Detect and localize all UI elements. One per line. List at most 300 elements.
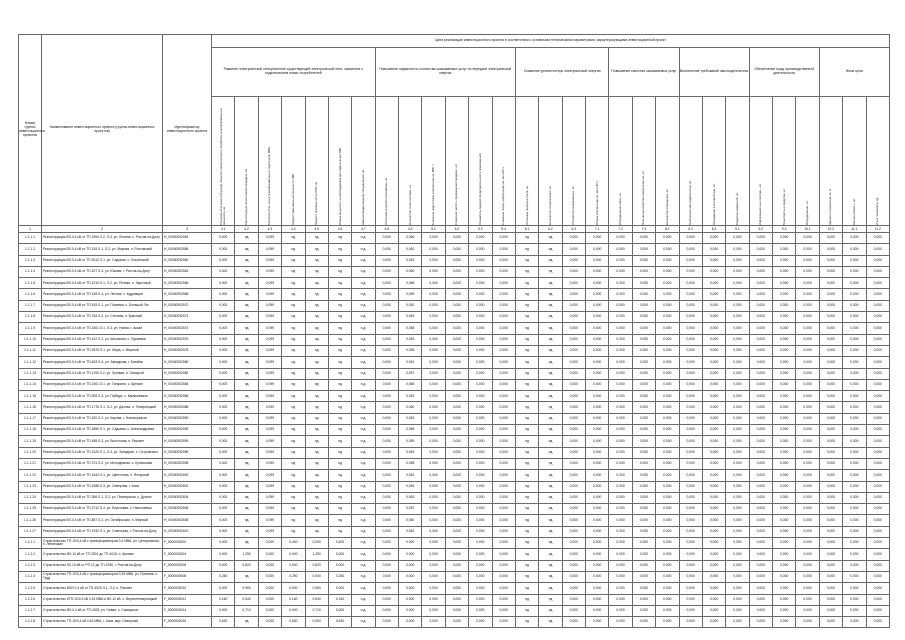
row-value: 0,000 — [726, 492, 749, 503]
table-row — [19, 492, 890, 503]
row-value: 0,000 — [702, 379, 725, 390]
row-value: 0,000 — [445, 233, 468, 244]
row-value: нд — [539, 594, 562, 605]
row-value: 0,000 — [773, 413, 796, 424]
row-value: 0,000 — [796, 458, 819, 469]
row-value: 0,000 — [375, 233, 398, 244]
row-value: 0,000 — [586, 458, 609, 469]
row-value: 0,000 — [773, 323, 796, 334]
row-value: 0,000 — [492, 526, 515, 537]
row-value: 0,000 — [656, 583, 679, 594]
table-row — [19, 470, 890, 481]
row-value: нд — [515, 617, 538, 628]
row-value: 0,000 — [609, 425, 632, 436]
table-row — [19, 334, 890, 345]
column-number: 2 — [42, 226, 163, 233]
row-value: 0,000 — [422, 617, 445, 628]
row-number: 1.1.1.8 — [19, 312, 42, 323]
row-project-id: F_0000000010 — [163, 583, 212, 594]
row-value: нд — [515, 278, 538, 289]
row-value: 0,000 — [773, 605, 796, 616]
row-value: 0,000 — [375, 458, 398, 469]
row-project-id: H_00000052560 — [163, 255, 212, 266]
row-value: н.д. — [352, 379, 375, 390]
row-value: 0,000 — [609, 379, 632, 390]
row-value: 0,000 — [819, 278, 842, 289]
row-value: 0,960 — [305, 583, 328, 594]
row-value: 0,000 — [819, 594, 842, 605]
row-value: 0,000 — [819, 289, 842, 300]
row-value: 0,000 — [866, 425, 890, 436]
row-value: 0,000 — [726, 323, 749, 334]
row-value: нд — [539, 255, 562, 266]
table-row — [19, 538, 890, 549]
row-value: 0,000 — [843, 481, 866, 492]
row-value: 0,000 — [445, 266, 468, 277]
row-value: нд — [539, 368, 562, 379]
row-value: 0,000 — [726, 300, 749, 311]
row-value: 0,000 — [375, 391, 398, 402]
row-number: 1.1.1.1 — [19, 233, 42, 244]
row-value: 0,000 — [586, 312, 609, 323]
row-value: 0,000 — [586, 549, 609, 560]
row-value: 0,066 — [399, 233, 422, 244]
row-value: 0,000 — [469, 481, 492, 492]
row-value: нд — [515, 549, 538, 560]
row-value: 0,000 — [586, 560, 609, 571]
row-value: 0,000 — [469, 549, 492, 560]
header-indicator — [235, 97, 258, 226]
row-value: 0,000 — [679, 255, 702, 266]
row-value: 0,000 — [562, 357, 585, 368]
row-value: нд — [235, 312, 258, 323]
row-value: 0,099 — [258, 357, 281, 368]
row-value: 0,000 — [702, 266, 725, 277]
table-row — [19, 549, 890, 560]
header-indicator — [328, 97, 351, 226]
row-value: 0,000 — [843, 255, 866, 266]
row-value: нд — [235, 515, 258, 526]
row-value: 0,000 — [819, 413, 842, 424]
row-value: 0,000 — [819, 402, 842, 413]
row-value: нд — [305, 334, 328, 345]
row-value: 0,000 — [562, 549, 585, 560]
row-value: 0,000 — [609, 300, 632, 311]
header-project-id: Идентификатор инвестиционного проекта — [163, 35, 212, 226]
row-project-id: F_0000000006 — [163, 560, 212, 571]
row-project-id: H_00000052600 — [163, 470, 212, 481]
row-value: 0,000 — [843, 244, 866, 255]
row-value: 0,000 — [469, 605, 492, 616]
row-value: 0,000 — [632, 425, 655, 436]
row-project-id: H_00000052576 — [163, 334, 212, 345]
row-value: 0,000 — [609, 436, 632, 447]
row-value: 0,000 — [679, 289, 702, 300]
row-value: 0,000 — [866, 402, 890, 413]
row-project-id: H_00000052566 — [163, 278, 212, 289]
row-value: нд — [515, 447, 538, 458]
row-value: 0,000 — [726, 538, 749, 549]
row-value: нд — [539, 334, 562, 345]
row-project-id: H_00000052580 — [163, 357, 212, 368]
row-value: нд — [328, 425, 351, 436]
header-indicator-label: Количество точек поставки, шт. — [407, 184, 412, 225]
row-value: нд — [515, 425, 538, 436]
row-value: 0,000 — [492, 538, 515, 549]
row-value: 0,000 — [656, 538, 679, 549]
row-value: 0,000 — [796, 413, 819, 424]
row-value: 0,000 — [866, 458, 890, 469]
row-value: 0,000 — [866, 289, 890, 300]
row-value: нд — [235, 617, 258, 628]
row-value: 0,000 — [679, 605, 702, 616]
row-value: 0,000 — [796, 470, 819, 481]
row-number: 1.1.1.27 — [19, 526, 42, 537]
row-value: 0,000 — [796, 481, 819, 492]
row-value: 0,000 — [819, 233, 842, 244]
row-value: нд — [235, 447, 258, 458]
row-value: 0,000 — [562, 300, 585, 311]
row-value: 0,000 — [679, 504, 702, 515]
row-value: 0,000 — [866, 345, 890, 356]
row-value: нд — [328, 345, 351, 356]
row-value: 0,000 — [609, 447, 632, 458]
row-value: 0,000 — [562, 312, 585, 323]
row-value: 0,000 — [819, 617, 842, 628]
row-value: 0,000 — [632, 255, 655, 266]
header-indicator — [422, 97, 445, 226]
row-value: 0,000 — [258, 605, 281, 616]
row-value: нд — [282, 323, 305, 334]
row-value: 0,000 — [422, 605, 445, 616]
row-value: 0,000 — [562, 266, 585, 277]
row-value: 0,000 — [586, 255, 609, 266]
row-value: н.д. — [352, 323, 375, 334]
row-value: нд — [305, 233, 328, 244]
row-value: 0,000 — [749, 425, 772, 436]
row-value: 0,000 — [586, 233, 609, 244]
row-value: 0,000 — [819, 492, 842, 503]
row-project-name: Реконструкция ВЛ-0,4 кВ от ТП-3301 Л-1, Л-3, ул. Новая, г. Аксай — [42, 323, 163, 334]
row-value: 0,000 — [843, 594, 866, 605]
row-value: 0,099 — [258, 425, 281, 436]
row-value: нд — [539, 278, 562, 289]
row-value: 0,000 — [562, 538, 585, 549]
row-value: 0,099 — [258, 492, 281, 503]
row-value: 0,000 — [819, 549, 842, 560]
header-indicator-label: Снижение частоты прекращения передачи, шт. — [454, 163, 459, 225]
row-value: н.д. — [352, 413, 375, 424]
row-project-id: H_00000052568 — [163, 289, 212, 300]
row-value: 0,000 — [773, 526, 796, 537]
row-value: 0,052 — [399, 300, 422, 311]
row-value: 0,000 — [702, 278, 725, 289]
row-value: 0,000 — [773, 255, 796, 266]
row-value: 0,099 — [258, 447, 281, 458]
row-value: 0,000 — [819, 345, 842, 356]
row-value: 0,000 — [609, 526, 632, 537]
row-value: 0,000 — [796, 391, 819, 402]
row-value: 0,000 — [843, 583, 866, 594]
table-row — [19, 244, 890, 255]
row-number: 1.1.1.23 — [19, 481, 42, 492]
row-value: 0,000 — [632, 391, 655, 402]
row-value: нд — [539, 458, 562, 469]
row-number: 1.1.1.12 — [19, 357, 42, 368]
row-value: 0,000 — [773, 538, 796, 549]
row-value: 0,000 — [656, 379, 679, 390]
row-value: 0,000 — [632, 233, 655, 244]
row-value: нд — [305, 413, 328, 424]
row-value: 0,061 — [399, 470, 422, 481]
row-value: 0,000 — [796, 571, 819, 582]
row-value: 0,000 — [492, 425, 515, 436]
header-indicator — [282, 97, 305, 226]
table-row — [19, 300, 890, 311]
row-value: 0,000 — [469, 492, 492, 503]
column-number: 6.3 — [562, 226, 585, 233]
header-indicator-label: Установка устройств автоматики, шт. — [384, 176, 389, 225]
row-value: н.д. — [352, 425, 375, 436]
row-value: 0,062 — [399, 413, 422, 424]
row-value: 0,000 — [773, 492, 796, 503]
row-value: 0,400 — [212, 538, 235, 549]
row-value: 0,000 — [562, 617, 585, 628]
row-value: 0,000 — [399, 571, 422, 582]
row-value: 0,000 — [422, 470, 445, 481]
row-value: нд — [539, 436, 562, 447]
row-value: 0,000 — [819, 312, 842, 323]
row-value: 0,000 — [492, 481, 515, 492]
row-value: 0,000 — [609, 233, 632, 244]
row-value: 0,000 — [656, 436, 679, 447]
row-value: 0,000 — [796, 300, 819, 311]
row-value: 0,000 — [702, 560, 725, 571]
row-value: 0,000 — [586, 323, 609, 334]
row-value: 0,000 — [773, 233, 796, 244]
row-value: 0,000 — [656, 391, 679, 402]
row-value: 0,000 — [586, 425, 609, 436]
row-value: 0,000 — [773, 594, 796, 605]
row-value: 0,000 — [656, 323, 679, 334]
row-value: 0,000 — [422, 413, 445, 424]
row-value: 0,000 — [843, 379, 866, 390]
row-value: 0,000 — [702, 617, 725, 628]
row-value: 0,000 — [656, 504, 679, 515]
row-value: 0,000 — [375, 594, 398, 605]
row-value: 1,250 — [235, 549, 258, 560]
row-value: 0,000 — [562, 323, 585, 334]
row-value: 0,000 — [445, 481, 468, 492]
row-value: 0,000 — [492, 571, 515, 582]
row-value: 0,000 — [796, 617, 819, 628]
row-value: 0,000 — [726, 526, 749, 537]
row-value: нд — [235, 425, 258, 436]
row-value: 0,000 — [773, 379, 796, 390]
row-value: 0,000 — [632, 357, 655, 368]
row-value: 0,000 — [562, 391, 585, 402]
row-value: 0,000 — [422, 538, 445, 549]
row-value: 0,000 — [375, 515, 398, 526]
row-value: 0,000 — [796, 504, 819, 515]
row-value: нд — [515, 436, 538, 447]
row-value: 0,000 — [469, 278, 492, 289]
row-value: нд — [235, 538, 258, 549]
row-project-name: Реконструкция ВЛ-0,4 кВ от ТП-633 Л-4, ул. Заводская, г. Батайск — [42, 357, 163, 368]
row-value: 0,000 — [609, 255, 632, 266]
row-value: н.д. — [352, 266, 375, 277]
table-row — [19, 594, 890, 605]
row-value: 0,000 — [726, 470, 749, 481]
row-value: нд — [328, 492, 351, 503]
row-value: нд — [282, 368, 305, 379]
row-value: 0,000 — [749, 458, 772, 469]
row-project-id: F_0000000012 — [163, 594, 212, 605]
row-project-name: Строительство ВЛ-10 кВ от ТП-3301 до ТП-4018, п. Щепкин — [42, 549, 163, 560]
row-value: нд — [328, 391, 351, 402]
row-value: 0,000 — [773, 300, 796, 311]
row-value: 0,000 — [586, 368, 609, 379]
row-value: 0,000 — [843, 549, 866, 560]
table-row — [19, 312, 890, 323]
header-group: Обеспечение нужд производственной деятельности — [749, 48, 819, 97]
row-project-name: Реконструкция ВЛ-0,4 кВ от ТП-905 Л-3, ул. Победы, х. Камышеваха — [42, 391, 163, 402]
row-value: 0,000 — [609, 605, 632, 616]
row-value: 0,000 — [445, 368, 468, 379]
row-number: 1.1.1.10 — [19, 334, 42, 345]
row-value: 0,064 — [399, 312, 422, 323]
row-project-id: H_00000052590 — [163, 413, 212, 424]
row-value: 0,000 — [445, 583, 468, 594]
row-value: 0,250 — [328, 571, 351, 582]
row-value: 0,000 — [819, 504, 842, 515]
row-value: н.д. — [352, 244, 375, 255]
row-value: 0,000 — [796, 549, 819, 560]
header-indicator-label: Устройства телемеханики, шт. — [571, 185, 576, 225]
row-project-name: Строительство ВЛИ-0,4 кВ от ТП-4020 Л-1, Л-2, п. Рассвет — [42, 583, 163, 594]
column-number: 7.3 — [632, 226, 655, 233]
row-value: 0,000 — [422, 345, 445, 356]
row-value: 0,000 — [843, 458, 866, 469]
row-value: 0,000 — [422, 300, 445, 311]
row-project-name: Строительство КТП-10/0,4 кВ 0,16 МВА и ВЛ-10 кВ, х. Верхнетемерницкий — [42, 594, 163, 605]
row-value: 0,000 — [679, 571, 702, 582]
row-value: 0,000 — [749, 266, 772, 277]
row-value: нд — [328, 266, 351, 277]
row-value: 0,000 — [679, 266, 702, 277]
row-value: 0,099 — [258, 266, 281, 277]
row-value: 0,000 — [726, 266, 749, 277]
row-value: 0,000 — [445, 402, 468, 413]
row-value: 0,000 — [749, 345, 772, 356]
row-value: 0,000 — [399, 549, 422, 560]
row-value: 0,000 — [749, 617, 772, 628]
header-group: Развитие электрической сети/усиление существующей электрической сети, связанное с подключением новых потребителей — [212, 48, 376, 97]
row-value: 0,000 — [632, 492, 655, 503]
row-value: 0,000 — [749, 470, 772, 481]
row-value: 0,000 — [796, 594, 819, 605]
row-value: 0,820 — [305, 560, 328, 571]
row-value: нд — [515, 583, 538, 594]
row-value: 0,000 — [422, 526, 445, 537]
row-value: 0,000 — [702, 492, 725, 503]
row-value: 0,000 — [819, 436, 842, 447]
row-value: 0,099 — [258, 481, 281, 492]
column-number: 5.4 — [492, 226, 515, 233]
row-value: 0,099 — [258, 436, 281, 447]
row-value: 0,000 — [562, 515, 585, 526]
row-value: 0,062 — [399, 526, 422, 537]
row-value: 0,000 — [258, 583, 281, 594]
row-value: 0,060 — [399, 402, 422, 413]
row-value: 0,000 — [749, 391, 772, 402]
row-value: 0,000 — [866, 255, 890, 266]
row-number: 1.1.1.21 — [19, 458, 42, 469]
row-value: 0,000 — [375, 436, 398, 447]
row-value: 0,099 — [258, 300, 281, 311]
row-value: нд — [328, 436, 351, 447]
row-value: 0,000 — [562, 560, 585, 571]
row-value: 0,000 — [375, 583, 398, 594]
header-indicator-label: Снижение недоотпуска электроэнергии, МВт·ч — [431, 164, 436, 225]
row-value: 0,000 — [866, 233, 890, 244]
row-number: 1.1.1.17 — [19, 413, 42, 424]
row-value: нд — [328, 458, 351, 469]
row-value: 0,099 — [258, 458, 281, 469]
row-value: нд — [282, 504, 305, 515]
row-value: 0,000 — [866, 266, 890, 277]
row-value: 0,000 — [749, 481, 772, 492]
row-value: нд — [539, 323, 562, 334]
row-value: 0,000 — [702, 594, 725, 605]
row-value: 0,000 — [656, 278, 679, 289]
row-value: 0,000 — [843, 617, 866, 628]
header-indicator — [749, 97, 772, 226]
row-value: 0,000 — [469, 379, 492, 390]
row-value: 0,000 — [819, 425, 842, 436]
row-value: нд — [515, 605, 538, 616]
row-value: 0,000 — [656, 470, 679, 481]
row-value: 0,000 — [492, 458, 515, 469]
row-value: 0,000 — [212, 379, 235, 390]
row-value: 0,000 — [773, 402, 796, 413]
row-value: 0,000 — [819, 538, 842, 549]
row-value: 0,000 — [773, 334, 796, 345]
row-value: нд — [328, 481, 351, 492]
row-value: 0,000 — [632, 504, 655, 515]
row-value: нд — [235, 266, 258, 277]
row-value: 0,000 — [749, 357, 772, 368]
row-number: 1.1.2.6 — [19, 594, 42, 605]
row-value: нд — [328, 379, 351, 390]
row-value: 0,000 — [445, 391, 468, 402]
row-project-name: Строительство ТП-10/0,4 кВ 0,63 МВА, г. Азов, мкр. Северный — [42, 617, 163, 628]
row-value: 0,000 — [773, 549, 796, 560]
row-number: 1.1.1.15 — [19, 391, 42, 402]
row-value: нд — [235, 255, 258, 266]
row-project-id: H_00000052598 — [163, 458, 212, 469]
row-value: 0,000 — [212, 255, 235, 266]
row-value: 0,000 — [773, 345, 796, 356]
table-row — [19, 583, 890, 594]
row-value: 0,000 — [445, 413, 468, 424]
column-number: 9.1 — [726, 226, 749, 233]
row-value: н.д. — [352, 255, 375, 266]
row-value: 0,000 — [866, 515, 890, 526]
row-value: 0,000 — [773, 481, 796, 492]
header-indicator-label: Оборудование, шт. — [805, 200, 810, 225]
table-row — [19, 255, 890, 266]
